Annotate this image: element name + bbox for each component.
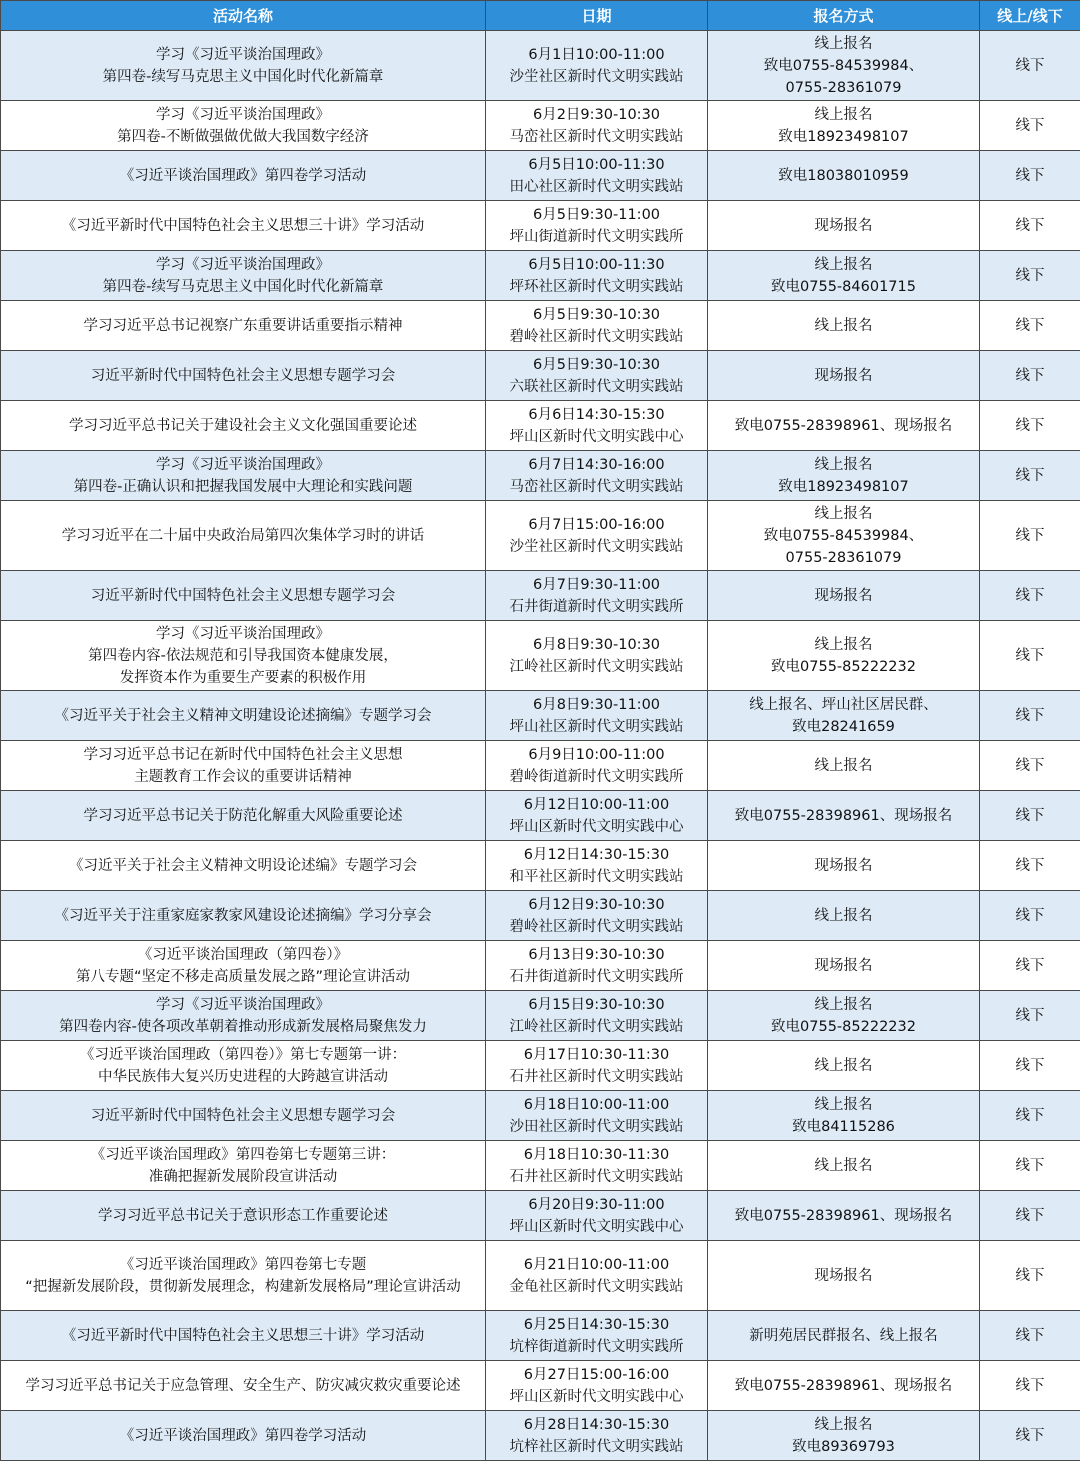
table-row [1,351,1080,401]
cell-activity-name: 学习习近平在二十届中央政治局第四次集体学习时的讲话 [1,501,486,571]
cell-mode: 线下 [980,1361,1080,1411]
cell-activity-name: 《习近平谈治国理政》第四卷学习活动 [1,151,486,201]
cell-date: 6月7日14:30-16:00 马峦社区新时代文明实践站 [486,451,708,501]
table-row [1,941,1080,991]
cell-signup-method: 新明苑居民群报名、线上报名 [708,1311,980,1361]
cell-date: 6月8日9:30-11:00 坪山社区新时代文明实践站 [486,691,708,741]
cell-activity-name: 《习近平谈治国理政（第四卷）》第七专题第一讲： 中华民族伟大复兴历史进程的大跨越宣讲活动 [1,1041,486,1091]
table-row [1,621,1080,691]
table-row [1,691,1080,741]
cell-date: 6月8日9:30-10:30 江岭社区新时代文明实践站 [486,621,708,691]
cell-mode: 线下 [980,1091,1080,1141]
table-row [1,1041,1080,1091]
cell-activity-name: 习近平新时代中国特色社会主义思想专题学习会 [1,571,486,621]
cell-mode: 线下 [980,101,1080,151]
table-row [1,571,1080,621]
cell-activity-name: 学习《习近平谈治国理政》 第四卷内容-依法规范和引导我国资本健康发展， 发挥资本作为重要生产要素的积极作用 [1,621,486,691]
cell-signup-method: 线上报名 致电89369793 [708,1411,980,1461]
cell-date: 6月25日14:30-15:30 坑梓街道新时代文明实践所 [486,1311,708,1361]
cell-activity-name: 学习习近平总书记视察广东重要讲话重要指示精神 [1,301,486,351]
cell-date: 6月5日9:30-11:00 坪山街道新时代文明实践所 [486,201,708,251]
table-row [1,791,1080,841]
cell-mode: 线下 [980,1041,1080,1091]
cell-signup-method: 致电0755-28398961、现场报名 [708,1191,980,1241]
cell-mode: 线下 [980,451,1080,501]
cell-mode: 线下 [980,251,1080,301]
table-row [1,1411,1080,1461]
cell-mode: 线下 [980,151,1080,201]
cell-activity-name: 学习《习近平谈治国理政》 第四卷-正确认识和把握我国发展中大理论和实践问题 [1,451,486,501]
cell-signup-method: 现场报名 [708,351,980,401]
table-row [1,301,1080,351]
cell-activity-name: 《习近平谈治国理政》第四卷第七专题 “把握新发展阶段，贯彻新发展理念，构建新发展格局”理论宣讲活动 [1,1241,486,1311]
table-row [1,1311,1080,1361]
cell-date: 6月7日9:30-11:00 石井街道新时代文明实践所 [486,571,708,621]
cell-signup-method: 线上报名 [708,891,980,941]
cell-signup-method: 致电0755-28398961、现场报名 [708,791,980,841]
cell-activity-name: 《习近平谈治国理政》第四卷第七专题第三讲： 准确把握新发展阶段宣讲活动 [1,1141,486,1191]
cell-signup-method: 线上报名、坪山社区居民群、 致电28241659 [708,691,980,741]
cell-date: 6月5日10:00-11:30 坪环社区新时代文明实践站 [486,251,708,301]
cell-signup-method: 线上报名 [708,1041,980,1091]
cell-mode: 线下 [980,1411,1080,1461]
table-row [1,1141,1080,1191]
table-row [1,1241,1080,1311]
cell-signup-method: 现场报名 [708,841,980,891]
table-row [1,991,1080,1041]
cell-signup-method: 线上报名 致电0755-85222232 [708,991,980,1041]
cell-mode: 线下 [980,201,1080,251]
cell-date: 6月20日9:30-11:00 坪山区新时代文明实践中心 [486,1191,708,1241]
table-row [1,201,1080,251]
cell-signup-method: 现场报名 [708,941,980,991]
header-activity-name: 活动名称 [1,1,486,31]
cell-mode: 线下 [980,1191,1080,1241]
cell-mode: 线下 [980,401,1080,451]
cell-date: 6月6日14:30-15:30 坪山区新时代文明实践中心 [486,401,708,451]
cell-activity-name: 《习近平关于社会主义精神文明建设论述摘编》专题学习会 [1,691,486,741]
cell-signup-method: 线上报名 致电18923498107 [708,451,980,501]
cell-signup-method: 现场报名 [708,1241,980,1311]
cell-mode: 线下 [980,571,1080,621]
cell-activity-name: 学习习近平总书记关于建设社会主义文化强国重要论述 [1,401,486,451]
cell-mode: 线下 [980,501,1080,571]
cell-mode: 线下 [980,1311,1080,1361]
cell-date: 6月12日14:30-15:30 和平社区新时代文明实践站 [486,841,708,891]
cell-mode: 线下 [980,1241,1080,1311]
cell-activity-name: 习近平新时代中国特色社会主义思想专题学习会 [1,1091,486,1141]
table-header-row [1,1,1080,31]
cell-signup-method: 线上报名 致电0755-84539984、 0755-28361079 [708,501,980,571]
cell-mode: 线下 [980,31,1080,101]
cell-date: 6月27日15:00-16:00 坪山区新时代文明实践中心 [486,1361,708,1411]
cell-activity-name: 《习近平关于社会主义精神文明设论述编》专题学习会 [1,841,486,891]
table-row [1,101,1080,151]
cell-mode: 线下 [980,621,1080,691]
cell-date: 6月12日9:30-10:30 碧岭社区新时代文明实践站 [486,891,708,941]
cell-activity-name: 《习近平新时代中国特色社会主义思想三十讲》学习活动 [1,1311,486,1361]
cell-mode: 线下 [980,301,1080,351]
table-row [1,741,1080,791]
cell-activity-name: 《习近平关于注重家庭家教家风建设论述摘编》学习分享会 [1,891,486,941]
cell-signup-method: 致电0755-28398961、现场报名 [708,401,980,451]
cell-date: 6月5日9:30-10:30 六联社区新时代文明实践站 [486,351,708,401]
cell-signup-method: 现场报名 [708,201,980,251]
cell-mode: 线下 [980,841,1080,891]
cell-signup-method: 线上报名 致电0755-85222232 [708,621,980,691]
cell-date: 6月2日9:30-10:30 马峦社区新时代文明实践站 [486,101,708,151]
cell-date: 6月13日9:30-10:30 石井街道新时代文明实践所 [486,941,708,991]
header-online-offline: 线上/线下 [980,1,1080,31]
table-row [1,891,1080,941]
cell-signup-method: 线上报名 致电18923498107 [708,101,980,151]
cell-date: 6月9日10:00-11:00 碧岭街道新时代文明实践所 [486,741,708,791]
table-row [1,841,1080,891]
cell-signup-method: 线上报名 致电0755-84601715 [708,251,980,301]
cell-mode: 线下 [980,941,1080,991]
cell-activity-name: 《习近平谈治国理政》第四卷学习活动 [1,1411,486,1461]
cell-date: 6月12日10:00-11:00 坪山区新时代文明实践中心 [486,791,708,841]
cell-activity-name: 学习习近平总书记在新时代中国特色社会主义思想 主题教育工作会议的重要讲话精神 [1,741,486,791]
cell-date: 6月17日10:30-11:30 石井社区新时代文明实践站 [486,1041,708,1091]
cell-date: 6月18日10:00-11:00 沙田社区新时代文明实践站 [486,1091,708,1141]
cell-mode: 线下 [980,351,1080,401]
cell-signup-method: 现场报名 [708,571,980,621]
table-row [1,31,1080,101]
cell-date: 6月5日9:30-10:30 碧岭社区新时代文明实践站 [486,301,708,351]
table-row [1,451,1080,501]
cell-activity-name: 学习习近平总书记关于应急管理、安全生产、防灾减灾救灾重要论述 [1,1361,486,1411]
table-row [1,151,1080,201]
cell-activity-name: 《习近平谈治国理政（第四卷）》 第八专题“坚定不移走高质量发展之路”理论宣讲活动 [1,941,486,991]
cell-mode: 线下 [980,891,1080,941]
cell-mode: 线下 [980,741,1080,791]
cell-date: 6月18日10:30-11:30 石井社区新时代文明实践站 [486,1141,708,1191]
cell-activity-name: 学习习近平总书记关于防范化解重大风险重要论述 [1,791,486,841]
cell-activity-name: 学习《习近平谈治国理政》 第四卷-续写马克思主义中国化时代化新篇章 [1,31,486,101]
cell-activity-name: 学习《习近平谈治国理政》 第四卷-续写马克思主义中国化时代化新篇章 [1,251,486,301]
cell-signup-method: 线上报名 致电0755-84539984、 0755-28361079 [708,31,980,101]
cell-signup-method: 致电18038010959 [708,151,980,201]
cell-signup-method: 线上报名 [708,1141,980,1191]
table-row [1,251,1080,301]
table-row [1,1361,1080,1411]
cell-signup-method: 线上报名 致电84115286 [708,1091,980,1141]
cell-mode: 线下 [980,1141,1080,1191]
cell-date: 6月28日14:30-15:30 坑梓社区新时代文明实践站 [486,1411,708,1461]
cell-mode: 线下 [980,791,1080,841]
cell-date: 6月1日10:00-11:00 沙坣社区新时代文明实践站 [486,31,708,101]
cell-activity-name: 学习《习近平谈治国理政》 第四卷内容-使各项改革朝着推动形成新发展格局聚焦发力 [1,991,486,1041]
header-date: 日期 [486,1,708,31]
cell-date: 6月21日10:00-11:00 金龟社区新时代文明实践站 [486,1241,708,1311]
cell-mode: 线下 [980,991,1080,1041]
cell-date: 6月7日15:00-16:00 沙坣社区新时代文明实践站 [486,501,708,571]
cell-activity-name: 学习《习近平谈治国理政》 第四卷-不断做强做优做大我国数字经济 [1,101,486,151]
cell-signup-method: 致电0755-28398961、现场报名 [708,1361,980,1411]
cell-mode: 线下 [980,691,1080,741]
table-row [1,1091,1080,1141]
cell-activity-name: 习近平新时代中国特色社会主义思想专题学习会 [1,351,486,401]
header-signup-method: 报名方式 [708,1,980,31]
cell-date: 6月5日10:00-11:30 田心社区新时代文明实践站 [486,151,708,201]
cell-signup-method: 线上报名 [708,741,980,791]
cell-date: 6月15日9:30-10:30 江岭社区新时代文明实践站 [486,991,708,1041]
cell-activity-name: 学习习近平总书记关于意识形态工作重要论述 [1,1191,486,1241]
table-row [1,401,1080,451]
cell-activity-name: 《习近平新时代中国特色社会主义思想三十讲》学习活动 [1,201,486,251]
table-row [1,1191,1080,1241]
table-row [1,501,1080,571]
cell-signup-method: 线上报名 [708,301,980,351]
